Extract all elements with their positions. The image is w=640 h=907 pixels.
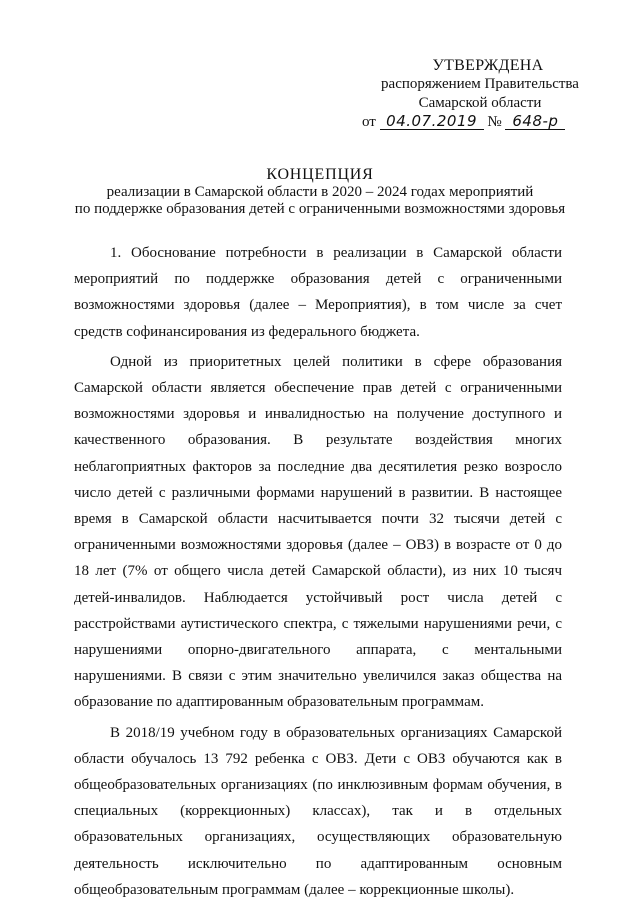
paragraph-2: Одной из приоритетных целей политики в сфере образования Самарской области является обеспечение прав детей с ограниченными возможностями здоровья и инвалидностью на получение доступного и качественного образования. В результате воздействия многих неблагоприятных факторов за последние два десятилетия резко возросло число детей с различными формами нарушений в развитии. В настоящее время в Самарской области насчитывается почти 32 тысячи детей с ограниченными возможностями здоровья (далее – ОВЗ) в возрасте от 0 до 18 лет (7% от общего числа детей Самарской области), из них 10 тысяч детей-инвалидов. Наблюдается устойчивый рост числа детей с расстройствами аутистического спектра, с тяжелыми нарушениями речи, с нарушениями опорно-двигательного аппарата, с ментальными нарушениями. В связи с этим значительно увеличился заказ общества на образование по адаптированным образовательным программам.: [74, 353, 562, 711]
paragraph-1: 1. Обоснование потребности в реализации в Самарской области мероприятий по поддержке образования детей с ограниченными возможностями здоровья (далее – Мероприятия), в том числе за счет средств софинансирования из федерального бюджета.: [74, 245, 562, 340]
approval-issuer: распоряжением Правительства: [381, 76, 579, 92]
handwritten-number: 648-р: [505, 113, 565, 130]
document-title: КОНЦЕПЦИЯ: [266, 166, 374, 183]
approval-region: Самарской области: [418, 95, 542, 111]
document-heading: [60, 166, 580, 218]
document-body: [74, 240, 562, 907]
handwritten-date: 04.07.2019: [380, 113, 484, 130]
paragraph-3: В 2018/19 учебном году в образовательных организациях Самарской области обучалось 13 792 ребенка с ОВЗ. Дети с ОВЗ обучаются как в общеобразовательных организациях (по инклюзивным формам обучения, в специальных (коррекционных) классах), так и в отдельных образовательных организациях, осуществляющих образовательную деятельность исключительно по адаптированным основным общеобразовательным программам (далее – коррекционные школы).: [74, 724, 562, 898]
approval-title: УТВЕРЖДЕНА: [432, 57, 544, 74]
date-prefix: от: [362, 114, 376, 130]
document-subtitle-line-1: реализации в Самарской области в 2020 – 2024 годах мероприятий: [106, 184, 534, 200]
number-prefix: №: [487, 114, 502, 130]
document-subtitle-line-2: по поддержке образования детей с ограниченными возможностями здоровья: [74, 201, 566, 217]
approval-date-line: [360, 113, 600, 132]
approval-stamp-block: [360, 56, 600, 132]
